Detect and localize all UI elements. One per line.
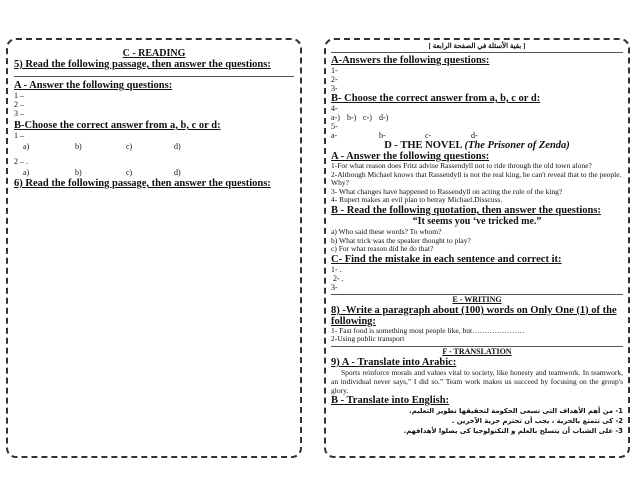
choice-d: d) — [174, 168, 181, 177]
list-item: 3- What changes have happened to Rassendyll on acting the rule of the king? — [331, 186, 563, 196]
list-item: 1- — [331, 66, 338, 75]
novel-a-header: A - Answer the following questions: — [331, 151, 490, 162]
translation-passage: Sports reinforce morals and values vital to society, like honesty and teamwork. In teamwork, an individual never says,” I did so.” Team work makes us succeed by focusing on the group's glory. — [331, 367, 623, 395]
divider — [14, 76, 294, 77]
list-item: 5- — [331, 122, 338, 131]
list-item: 2- . — [333, 273, 344, 283]
novel-title: D - THE NOVEL — [384, 140, 462, 151]
list-item: a) Who said these words? To whom? — [331, 226, 442, 236]
left-exam-panel — [6, 38, 302, 458]
novel-c-header: C- Find the mistake in each sentence and correct it: — [331, 253, 562, 265]
list-item: 3- — [331, 282, 338, 292]
choice-b: b) — [75, 168, 82, 177]
list-item: 2- — [331, 75, 338, 84]
arabic-sentence: 1- من أهم الأهداف التى تسعى الحكومة لتحقيقها تطوير التعليم. — [409, 406, 623, 415]
list-item: 2 – — [14, 100, 24, 109]
q5-header: 5) Read the following passage, then answer the questions: — [14, 59, 271, 70]
choice-c: c) — [126, 168, 133, 177]
choice-b: b-) — [347, 113, 357, 122]
choice-row — [331, 131, 623, 140]
choice-a: a- — [331, 131, 338, 140]
list-item: 1- Fast food is something most people like, but………………… — [331, 325, 525, 335]
translate-english-header: B - Translate into English: — [331, 394, 450, 406]
translation-section-title: F - TRANSLATION — [442, 346, 512, 356]
choice-d: d) — [174, 142, 181, 151]
list-item: 3- — [331, 84, 338, 93]
list-item: 2-Using public transport — [331, 334, 405, 344]
choice-row — [14, 142, 294, 151]
novel-b-header: B - Read the following quotation, then answer the questions: — [331, 204, 601, 216]
list-item: 4- — [331, 104, 338, 113]
list-item: 1- . — [331, 264, 342, 274]
right-exam-panel — [324, 38, 630, 458]
list-item: 1-For what reason does Fritz advise Rassendyll not to ride through the old town alone? — [331, 161, 592, 170]
reading-b-header: B-Choose the correct answer from a, b, c or d: — [14, 120, 221, 131]
divider — [331, 52, 623, 53]
list-item: 3 – — [14, 109, 24, 118]
choice-d: d- — [471, 131, 478, 140]
choice-b: b- — [379, 131, 386, 140]
list-item: 2 – . — [14, 157, 28, 166]
choice-a: a-) — [331, 113, 340, 122]
answers-a-header: A-Answers the following questions: — [331, 55, 490, 66]
q9-header: 9) A - Translate into Arabic: — [331, 356, 457, 368]
list-item: 1 – — [14, 131, 24, 140]
list-item: c) For what reason did he do that? — [331, 244, 434, 254]
q8-header: 8) -Write a paragraph about (100) words on Only One (1) of the following: — [331, 304, 617, 327]
reading-a-header: A - Answer the following questions: — [14, 80, 173, 91]
choice-c: c) — [126, 142, 133, 151]
writing-section-title: E - WRITING — [452, 294, 502, 304]
choice-d: d-) — [379, 113, 389, 122]
arabic-sentence: 2- كى تتمتع بالحرية ، يجب أن تحترم حرية الآخرين . — [451, 416, 623, 425]
list-item: 1 – — [14, 91, 24, 100]
q6-header: 6) Read the following passage, then answer the questions: — [14, 178, 271, 189]
choice-row — [14, 168, 294, 177]
list-item: 4- Rupert makes an evil plan to betray Michael.Disscuss. — [331, 195, 503, 205]
list-item: 2-Although Michael knows that Rassendyll is not the real king, he can't reveal that to the people. Why? — [331, 169, 622, 188]
choice-b: b) — [75, 142, 82, 151]
novel-name: (The Prisoner of Zenda) — [464, 140, 570, 151]
choice-a: a) — [23, 168, 30, 177]
arabic-sentence: 3- على الشباب أن يتسلح بالعلم و التكنولوجيا كى يصلوا لأهدافهم. — [403, 426, 623, 435]
novel-quote: “It seems you ‘ve tricked me.” — [412, 215, 542, 227]
choice-c: c-) — [363, 113, 372, 122]
choice-row — [331, 113, 623, 122]
continued-note: [ بقية الأسئلة في الصفحة الرابعة ] — [428, 42, 526, 50]
answers-b-header: B- Choose the correct answer from a, b, c or d: — [331, 93, 541, 104]
novel-section-title — [331, 140, 623, 151]
list-item: b) What trick was the speaker thought to play? — [331, 235, 471, 245]
reading-section-title: C - READING — [122, 48, 186, 59]
choice-a: a) — [23, 142, 30, 151]
choice-c: c- — [425, 131, 432, 140]
